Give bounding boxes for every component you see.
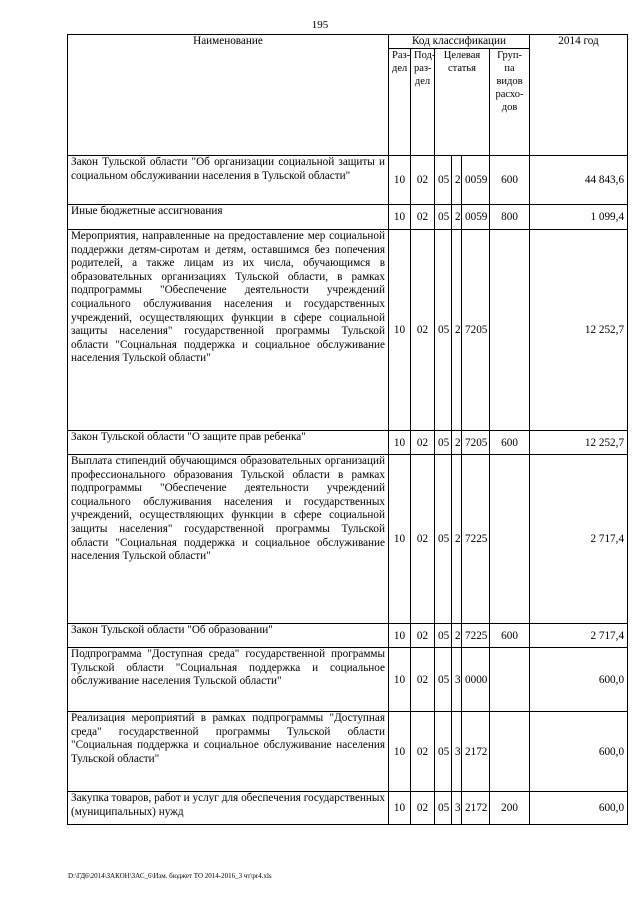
table-row <box>68 712 628 792</box>
row-podrazdel: 02 <box>411 156 435 205</box>
header-classification: Код классификации <box>389 35 530 49</box>
row-expense-group <box>490 230 530 431</box>
row-target-direction: 0000 <box>462 648 490 712</box>
table-row <box>68 156 628 205</box>
row-target-subprogram: 3 <box>452 712 462 792</box>
row-target-program: 05 <box>435 156 452 205</box>
table-row <box>68 230 628 431</box>
row-razdel: 10 <box>389 712 411 792</box>
row-name: Подпрограмма "Доступная среда" государственной программы Тульской области "Социальная поддержка и социальное обслуживание населения Тульской области" <box>68 648 389 712</box>
row-expense-group: 600 <box>490 624 530 648</box>
row-target-program: 05 <box>435 624 452 648</box>
footer-file-path: D:\ГД6\2014\ЗАКОН\ЗАС_6\Изм. бюджет ТО 2014-2016_3 чт\pr4.xls <box>68 872 272 880</box>
row-razdel: 10 <box>389 230 411 431</box>
row-amount: 1 099,4 <box>530 205 628 230</box>
row-name: Закон Тульской области "Об образовании" <box>68 624 389 648</box>
row-expense-group: 200 <box>490 792 530 825</box>
row-target-subprogram: 3 <box>452 792 462 825</box>
row-amount: 2 717,4 <box>530 455 628 624</box>
table-row <box>68 205 628 230</box>
row-podrazdel: 02 <box>411 624 435 648</box>
row-target-subprogram: 2 <box>452 205 462 230</box>
row-podrazdel: 02 <box>411 205 435 230</box>
row-expense-group: 600 <box>490 431 530 455</box>
header-podrazdel: Под-раз-дел <box>411 49 435 156</box>
row-razdel: 10 <box>389 648 411 712</box>
row-target-program: 05 <box>435 230 452 431</box>
header-target: Целевая статья <box>435 49 490 156</box>
header-year: 2014 год <box>530 35 628 156</box>
row-expense-group <box>490 712 530 792</box>
row-target-program: 05 <box>435 205 452 230</box>
row-target-subprogram: 2 <box>452 431 462 455</box>
row-razdel: 10 <box>389 624 411 648</box>
row-target-program: 05 <box>435 431 452 455</box>
row-podrazdel: 02 <box>411 792 435 825</box>
row-podrazdel: 02 <box>411 648 435 712</box>
row-name: Закон Тульской области "О защите прав ребенка" <box>68 431 389 455</box>
row-razdel: 10 <box>389 792 411 825</box>
row-amount: 600,0 <box>530 648 628 712</box>
row-podrazdel: 02 <box>411 431 435 455</box>
row-target-direction: 0059 <box>462 205 490 230</box>
table-row <box>68 624 628 648</box>
row-expense-group: 800 <box>490 205 530 230</box>
row-razdel: 10 <box>389 455 411 624</box>
row-target-direction: 7225 <box>462 455 490 624</box>
row-podrazdel: 02 <box>411 230 435 431</box>
row-podrazdel: 02 <box>411 712 435 792</box>
row-name: Иные бюджетные ассигнования <box>68 205 389 230</box>
row-razdel: 10 <box>389 431 411 455</box>
row-name: Закупка товаров, работ и услуг для обеспечения государственных (муниципальных) нужд <box>68 792 389 825</box>
row-amount: 12 252,7 <box>530 431 628 455</box>
budget-table <box>67 34 628 825</box>
row-amount: 600,0 <box>530 792 628 825</box>
row-podrazdel: 02 <box>411 455 435 624</box>
row-target-program: 05 <box>435 712 452 792</box>
row-name: Выплата стипендий обучающимся образовательных организаций профессионального образования Тульской области в рамках подпрограммы "Обеспечение деятельности учреждений социального обслуживания населения и государственных учреждений, осуществляющих функции в сфере социальной защиты населения" государственной программы Тульской области "Социальная поддержка и социальное обслуживание населения Тульской области" <box>68 455 389 624</box>
row-target-program: 05 <box>435 648 452 712</box>
row-target-subprogram: 2 <box>452 230 462 431</box>
table-row <box>68 431 628 455</box>
row-razdel: 10 <box>389 156 411 205</box>
header-group: Груп-па видов расхо-дов <box>490 49 530 156</box>
row-expense-group <box>490 648 530 712</box>
row-name: Мероприятия, направленные на предоставление мер социальной поддержки детям-сиротам и детям, оставшимся без попечения родителей, а также лицам из их числа, обучающимся в образовательных организациях Тульской области, в рамках подпрограммы "Обеспечение деятельности учреждений социального обслуживания населения и государственных учреждений, осуществляющих функции в сфере социальной защиты населения" государственной программы Тульской области "Социальная поддержка и социальное обслуживание населения Тульской области" <box>68 230 389 431</box>
header-name: Наименование <box>68 35 389 156</box>
row-target-subprogram: 2 <box>452 624 462 648</box>
row-razdel: 10 <box>389 205 411 230</box>
row-target-direction: 2172 <box>462 712 490 792</box>
row-target-subprogram: 3 <box>452 648 462 712</box>
row-target-direction: 7205 <box>462 431 490 455</box>
row-target-program: 05 <box>435 455 452 624</box>
table-row <box>68 792 628 825</box>
page-number: 195 <box>311 19 329 31</box>
row-amount: 44 843,6 <box>530 156 628 205</box>
row-target-direction: 2172 <box>462 792 490 825</box>
header-razdel: Раз-дел <box>389 49 411 156</box>
row-target-direction: 7225 <box>462 624 490 648</box>
row-target-program: 05 <box>435 792 452 825</box>
row-expense-group <box>490 455 530 624</box>
row-target-subprogram: 2 <box>452 156 462 205</box>
table-row <box>68 455 628 624</box>
row-target-subprogram: 2 <box>452 455 462 624</box>
row-amount: 600,0 <box>530 712 628 792</box>
table-row <box>68 648 628 712</box>
row-expense-group: 600 <box>490 156 530 205</box>
row-target-direction: 7205 <box>462 230 490 431</box>
row-target-direction: 0059 <box>462 156 490 205</box>
table-body <box>68 156 628 825</box>
header-row-top <box>68 35 628 49</box>
row-name: Реализация мероприятий в рамках подпрограммы "Доступная среда" государственной программы Тульской области "Социальная поддержка и социальное обслуживание населения Тульской области" <box>68 712 389 792</box>
row-name: Закон Тульской области "Об организации социальной защиты и социальном обслуживании населения в Тульской области" <box>68 156 389 205</box>
row-amount: 2 717,4 <box>530 624 628 648</box>
row-amount: 12 252,7 <box>530 230 628 431</box>
